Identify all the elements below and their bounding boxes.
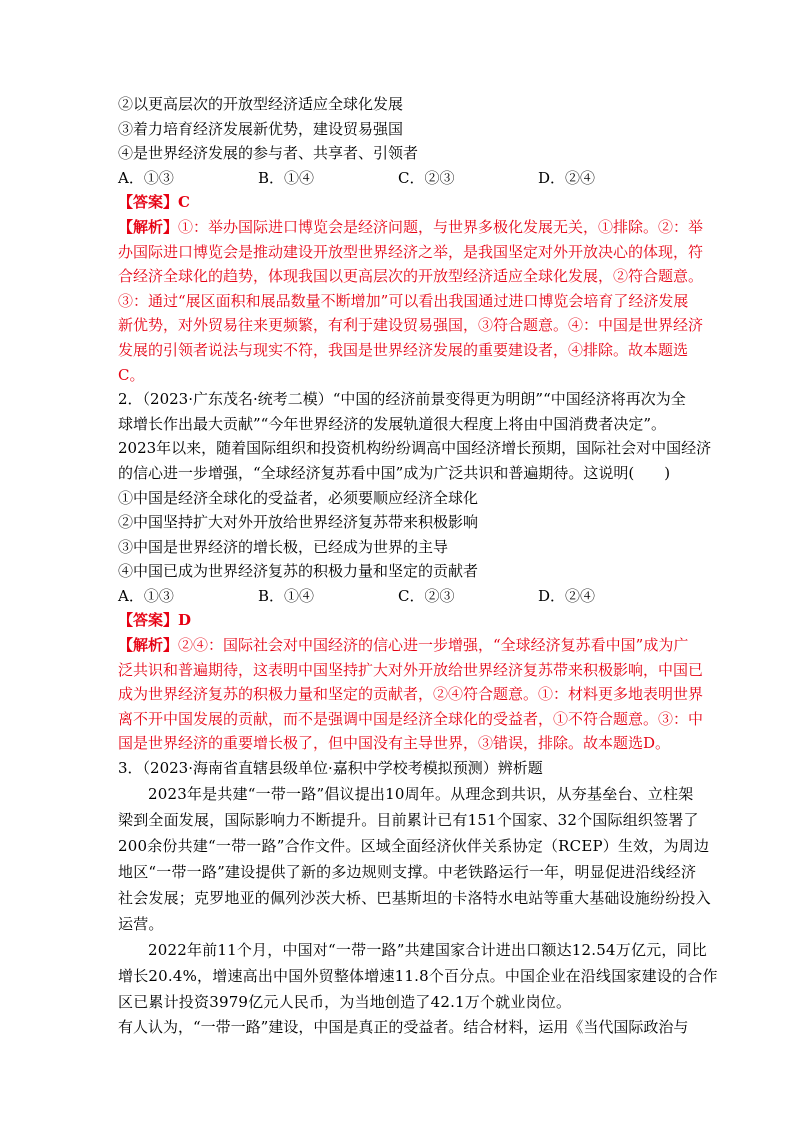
q1-analysis-line: ①：举办国际进口博览会是经济问题，与世界多极化发展无关，①排除。②：举 (178, 217, 704, 236)
q3-material-line: 社会发展；克罗地亚的佩列沙茨大桥、巴基斯坦的卡洛特水电站等重大基础设施纷纷投入 (118, 888, 711, 907)
q3-material-line: 200余份共建“一带一路”合作文件。区域全面经济伙伴关系协定（RCEP）生效，为周边 (118, 836, 710, 855)
q2-statement-4: ④中国已成为世界经济复苏的积极力量和坚定的贡献者 (118, 562, 479, 581)
q1-statement-3: ③着力培育经济发展新优势，建设贸易强国 (118, 119, 404, 138)
q1-option-b: B．①④ (258, 168, 315, 187)
q3-material-paragraph-2 (118, 937, 718, 1015)
q2-analysis-line: 离不开中国发展的贡献，而不是强调中国是经济全球化的受益者，①不符合题意。③：中 (118, 709, 704, 728)
q2-analysis-line: 泛共识和普遍期待，这表明中国坚持扩大对外开放给世界经济复苏带来积极影响，中国已 (118, 660, 704, 679)
q1-options (118, 166, 688, 191)
q3-material-line: 增长20.4%，增速高出中国外贸整体增速11.8个百分点。中国企业在沿线国家建设的合作 (118, 966, 718, 985)
q3-material-line: 2022年前11个月，中国对“一带一路”共建国家合计进出口额达12.54万亿元，同比 (148, 940, 707, 959)
q2-statement-1: ①中国是经济全球化的受益者，必须要顺应经济全球化 (118, 488, 479, 507)
q2-stem-line: 2023年以来，随着国际组织和投资机构纷纷调高中国经济增长预期，国际社会对中国经济 (118, 439, 712, 458)
q2-stem-line: 的信心进一步增强，“全球经济复苏看中国”成为广泛共识和普遍期待。这说明( ) (118, 463, 671, 482)
q2-analysis-label: 【解析】 (118, 636, 179, 655)
q1-statement-2: ②以更高层次的开放型经济适应全球化发展 (118, 95, 404, 113)
q2-statement-2: ②中国坚持扩大对外开放给世界经济复苏带来积极影响 (118, 513, 479, 532)
q3-stem: 3．（2023·海南省直辖县级单位·嘉积中学校考模拟预测）辨析题 (118, 759, 543, 778)
q1-analysis-line: 发展的引领者说法与现实不符，我国是世界经济发展的重要建设者，④排除。故本题选 (118, 340, 689, 359)
q2-statement-3: ③中国是世界经济的增长极，已经成为世界的主导 (118, 537, 449, 556)
q1-answer (118, 190, 688, 215)
document-page (118, 92, 718, 1039)
q2-stem-line: 2．（2023·广东茂名·统考二模）“中国的经济前景变得更为明朗”“中国经济将再次为全 (118, 390, 686, 409)
q3-material-line: 运营。 (118, 914, 164, 933)
q1-option-d: D．②④ (538, 168, 596, 187)
q2-stem (118, 387, 712, 485)
q2-answer-label: 【答案】 (118, 611, 179, 630)
q1-analysis-line: 新优势，对外贸易往来更频繁，有利于建设贸易强国，③符合题意。④：中国是世界经济 (118, 316, 704, 335)
q3-material-paragraph-1 (118, 781, 711, 937)
q2-answer-value: D (178, 611, 192, 630)
q1-analysis (118, 215, 704, 387)
q3-material-line: 梁到全面发展，国际影响力不断提升。目前累计已有151个国家、32个国际组织签署了 (118, 810, 699, 829)
q2-analysis (118, 633, 704, 756)
q3-material-line: 地区“一带一路”建设提供了新的多边规则支撑。中老铁路运行一年，明显促进沿线经济 (118, 862, 697, 881)
q3-question-line: 有人认为，“一带一路”建设，中国是真正的受益者。结合材料，运用《当代国际政治与 (118, 1017, 689, 1036)
q2-analysis-line: ②④：国际社会对中国经济的信心进一步增强，“全球经济复苏看中国”成为广 (178, 636, 689, 655)
q2-option-b: B．①④ (258, 586, 315, 605)
q2-option-d: D．②④ (538, 586, 596, 605)
q1-analysis-label: 【解析】 (118, 217, 179, 236)
q1-answer-value: C (178, 193, 190, 212)
q2-options (118, 584, 688, 609)
q3-material-line: 区已累计投资3979亿元人民币，为当地创造了42.1万个就业岗位。 (118, 992, 572, 1011)
q1-analysis-line: C。 (118, 365, 145, 384)
q1-option-a: A．①③ (118, 168, 174, 187)
q1-analysis-line: ③：通过“展区面积和展品数量不断增加”可以看出我国通过进口博览会培育了经济发展 (118, 291, 689, 310)
q1-option-c: C．②③ (398, 168, 455, 187)
q1-statement-4: ④是世界经济发展的参与者、共享者、引领者 (118, 144, 419, 163)
q3-material-line: 2023年是共建“一带一路”倡议提出10周年。从理念到共识，从夯基垒台、立柱架 (148, 784, 694, 803)
q2-option-c: C．②③ (398, 586, 455, 605)
q2-analysis-line: 国是世界经济的重要增长极了，但中国没有主导世界，③错误，排除。故本题选D。 (118, 734, 671, 753)
q2-stem-line: 球增长作出最大贡献”“今年世界经济的发展轨道很大程度上将由中国消费者决定”。 (118, 414, 667, 433)
q1-answer-label: 【答案】 (118, 193, 179, 212)
q2-analysis-line: 成为世界经济复苏的积极力量和坚定的贡献者，②④符合题意。①：材料更多地表明世界 (118, 685, 704, 704)
q1-analysis-line: 办国际进口博览会是推动建设开放型世界经济之举，是我国坚定对外开放决心的体现，符 (118, 242, 704, 261)
q2-option-a: A．①③ (118, 586, 174, 605)
q2-answer (118, 608, 688, 633)
q1-analysis-line: 合经济全球化的趋势，体现我国以更高层次的开放型经济适应全球化发展，②符合题意。 (118, 267, 704, 286)
